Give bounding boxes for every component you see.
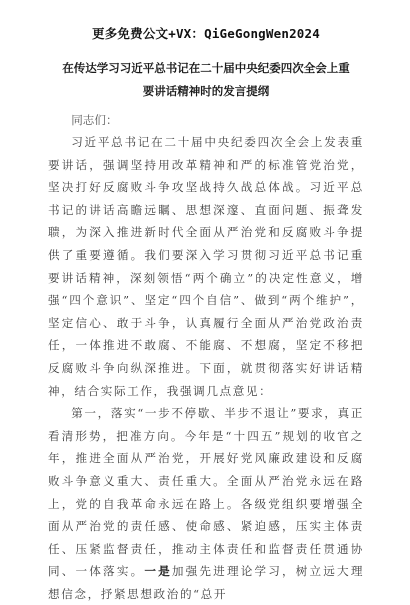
document-title [48, 57, 364, 103]
promo-banner: 更多免费公文+VX：QiGeGongWen2024 [92, 26, 320, 41]
paragraph-point-one-tail: 加强先进理论学习，树立远大理想信念，抒紧思想政治的“总开 [48, 564, 365, 601]
paragraph-point-one [48, 402, 364, 605]
emphasis-first: 一是 [144, 564, 172, 579]
paragraph-intro: 习近平总书记在二十届中央纪委四次全会上发表重要讲话，强调坚持用改革精神和严的标准管党治党，坚决打好反腐败斗争攻坚战持久战总体战。习近平总书记的讲话高瞻远瞩、思想深邃、直面问题、振聋发聩，为深入推进新时代全面从严治党和反腐败斗争提供了重要遵循。我们要深入学习贯彻习近平总书记重要讲话精神，深刻领悟“两个确立”的决定性意义，增强“四个意识”、坚定“四个自信”、做到“两个维护”，坚定信心、敢于斗争，认真履行全面从严治党政治责任，一体推进不敢腐、不能腐、不想腐，坚定不移把反腐败斗争向纵深推进。下面，就贯彻落实好讲话精神，结合实际工作，我强调几点意见： [48, 135, 364, 398]
greeting: 同志们： [71, 113, 118, 127]
paragraph-point-one-main: 第一，落实“一步不停歇、半步不退让”要求，真正看清形势，把准方向。今年是“十四五”规划的收官之年，推进全面从严治党，开展好党风廉政建设和反腐败斗争意义重大、责任重大。全面从严治党永远在路上，党的自我革命永远在路上。各级党组织要增强全面从严治党的责任感、使命感、紧迫感，压实主体责任、压紧监督责任，推动主体责任和监督责任贯通协同、一体落实。 [48, 406, 364, 579]
title-line-1: 在传达学习习近平总书记在二十届中央纪委四次全会上重 [62, 61, 350, 75]
title-line-2: 要讲话精神时的发言提纲 [142, 84, 270, 98]
